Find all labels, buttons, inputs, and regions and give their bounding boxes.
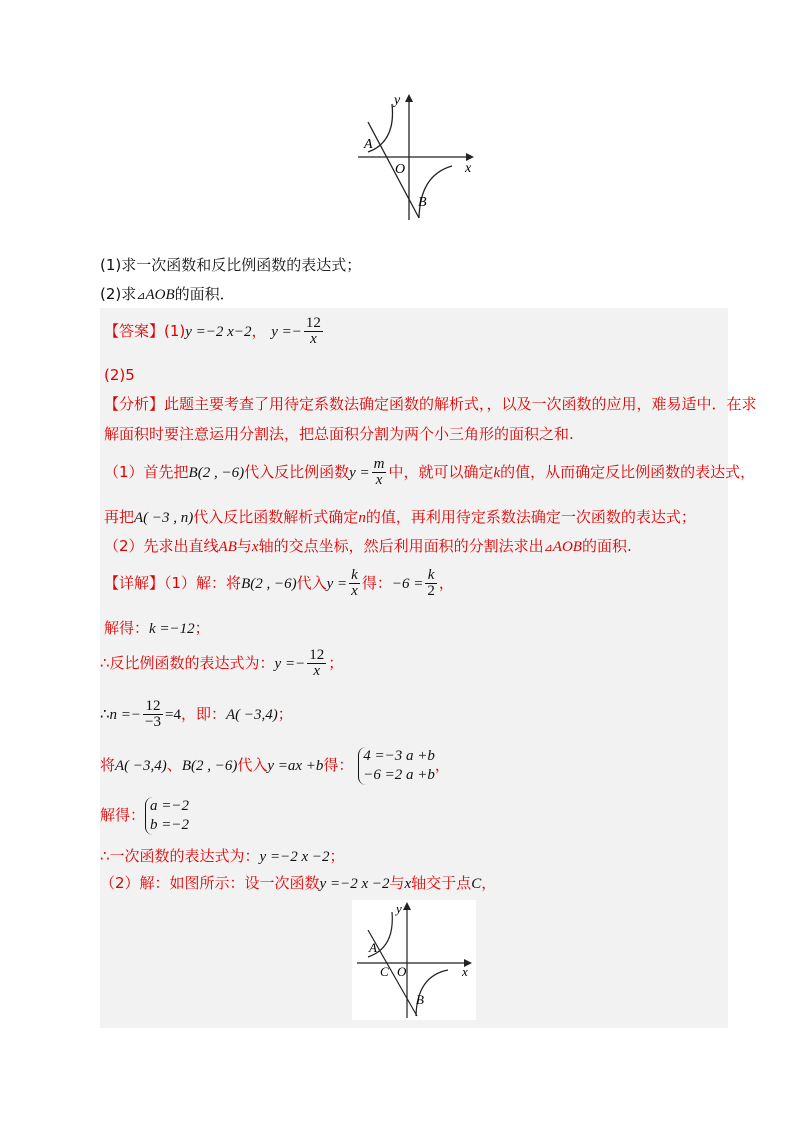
fig2-origin-label: O xyxy=(397,964,407,979)
fig2-point-b-label: B xyxy=(416,992,424,1007)
detail-tag: 【详解】 xyxy=(104,574,165,592)
analysis-step-1: （1）首先把B(2 , −6)代入反比例函数y = $\frac{m}{x}$ 中，就可以确定k的值，从而确定反比例函数的表达式， xyxy=(104,456,756,488)
fig2-point-c-label: C xyxy=(380,964,389,979)
analysis-line-1: 【分析】此题主要考查了用待定系数法确定函数的解析式，，以及一次函数的应用，难易适中．在求 xyxy=(104,395,757,413)
question-1: (1)求一次函数和反比例函数的表达式； xyxy=(100,256,362,274)
y-axis-label: y xyxy=(394,93,401,108)
analysis-step-1b: 再把A( −3 , n)代入反比函数解析式确定n的值，再利用待定系数法确定一次函数的表达式； xyxy=(104,508,696,526)
question-2: (2)求⊿AOB的面积． xyxy=(100,285,235,303)
detail-line-4: ∴n =− $\frac{12}{-3}$ =4，即：A( −3,4)； xyxy=(100,698,293,730)
detail-line-5: 将A( −3,4)、B(2 , −6)代入y =ax +b得： 4 =−3 a +b −6 =2 a +b ， xyxy=(100,747,450,783)
function-graph-figure xyxy=(350,90,480,225)
detail-line-1: 【详解】（1）解：将B(2 , −6)代入y = $\frac{k}{x}$ 得：−6 = $\frac{k}{2}$ ， xyxy=(104,567,454,599)
point-b-label: B xyxy=(418,195,427,210)
analysis-tag: 【分析】 xyxy=(104,395,165,413)
fig2-x-label: x xyxy=(462,964,468,979)
equation-system: 4 =−3 a +b −6 =2 a +b xyxy=(358,747,435,785)
point-a-label: A xyxy=(364,137,373,152)
detail-line-3: ∴反比例函数的表达式为：y =− $\frac{12}{x}$ ； xyxy=(100,647,344,679)
answer-line: 【答案】(1)y =−2 x−2， y =− $\frac{12}{x}$ xyxy=(104,315,321,347)
detail-line-7: ∴一次函数的表达式为：y =−2 x −2； xyxy=(100,847,345,865)
detail-line-8: （2）解：如图所示：设一次函数y =−2 x −2与x轴交于点C， xyxy=(100,874,497,892)
fig2-y-label: y xyxy=(396,901,402,916)
detail-line-6: 解得： a =−2 b =−2 xyxy=(100,797,190,833)
fig2-point-a-label: A xyxy=(369,940,377,955)
x-axis-label: x xyxy=(465,161,472,176)
solution-figure-frame xyxy=(352,900,476,1020)
answer-part2: (2)5 xyxy=(104,366,135,384)
analysis-step-2: （2）先求出直线AB与x轴的交点坐标，然后利用面积的分割法求出⊿AOB的面积. xyxy=(104,537,632,555)
answer-tag: 【答案】 xyxy=(104,322,165,340)
solution-system: a =−2 b =−2 xyxy=(145,797,189,835)
origin-label: O xyxy=(395,162,406,177)
analysis-line-2: 解面积时要注意运用分割法，把总面积分割为两个小三角形的面积之和. xyxy=(104,425,574,443)
solution-graph-figure xyxy=(352,900,476,1020)
detail-line-2: 解得：k =−12； xyxy=(104,619,210,637)
